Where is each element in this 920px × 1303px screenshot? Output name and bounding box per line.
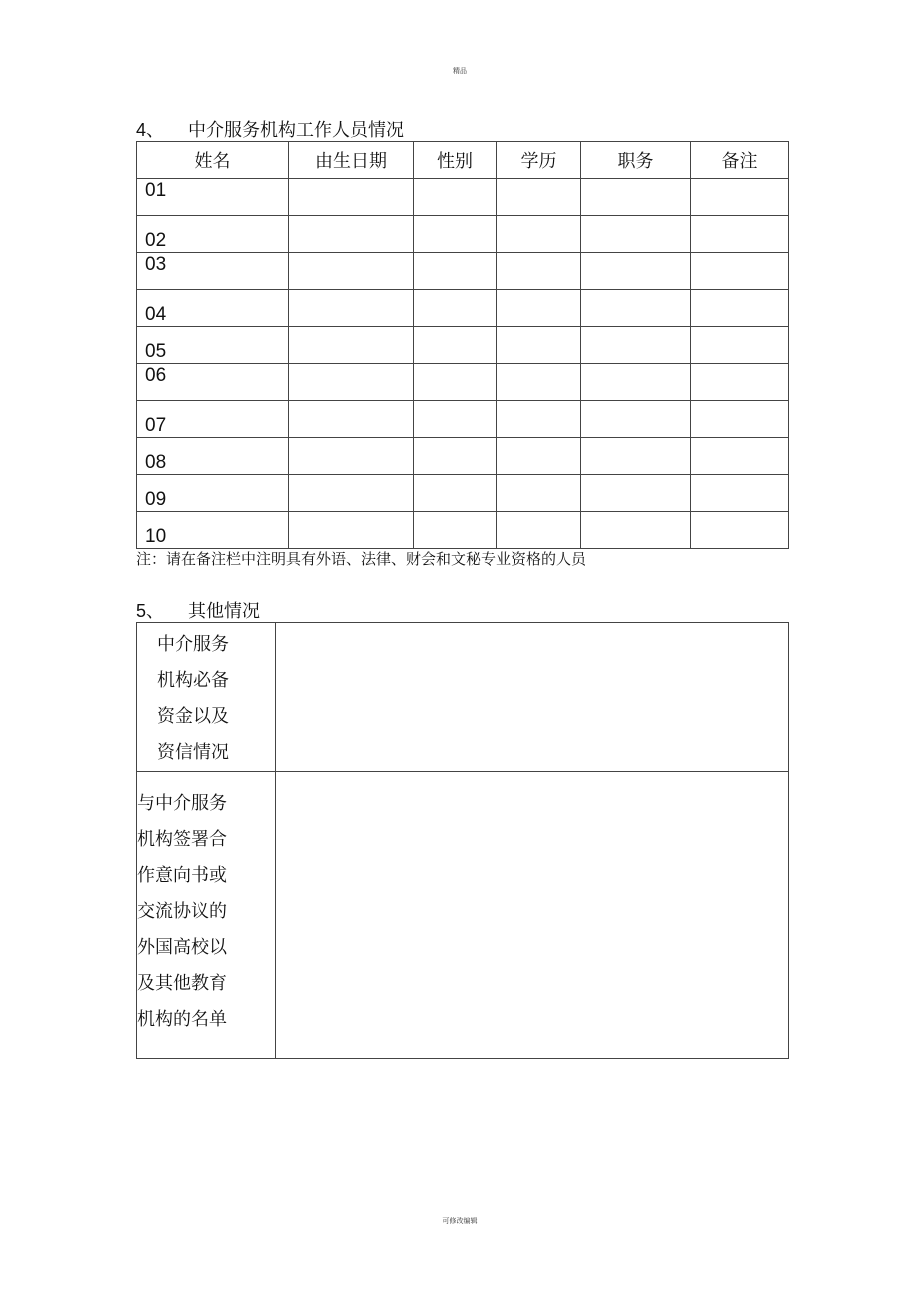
table-cell[interactable] — [691, 438, 789, 475]
table-cell[interactable] — [581, 253, 691, 290]
table-cell[interactable] — [497, 216, 581, 253]
table-cell[interactable] — [691, 253, 789, 290]
table-cell[interactable] — [581, 179, 691, 216]
label-line: 与中介服务 — [137, 793, 227, 814]
table-row — [137, 512, 789, 549]
table-cell[interactable] — [581, 216, 691, 253]
column-header-position: 职务 — [581, 142, 691, 179]
label-line: 机构签署合 — [137, 829, 227, 850]
label-line: 资金以及 — [157, 706, 229, 727]
section-4-number: 4、 — [136, 120, 165, 140]
staff-table — [136, 141, 789, 549]
table-cell[interactable] — [289, 401, 414, 438]
row-number: 03 — [137, 253, 289, 290]
table-cell[interactable] — [414, 475, 497, 512]
table-cell[interactable] — [289, 290, 414, 327]
section-4-heading — [136, 116, 404, 142]
table-cell[interactable] — [497, 253, 581, 290]
label-line: 中介服务 — [157, 634, 229, 655]
table-row — [137, 475, 789, 512]
funds-credit-field[interactable] — [276, 623, 789, 772]
table-row — [137, 327, 789, 364]
other-info-table — [136, 622, 789, 1059]
table-cell[interactable] — [414, 401, 497, 438]
row-number: 06 — [137, 364, 289, 401]
row-number: 01 — [137, 179, 289, 216]
table-cell[interactable] — [289, 327, 414, 364]
table-row — [137, 364, 789, 401]
funds-credit-label — [137, 623, 276, 772]
table-cell[interactable] — [414, 253, 497, 290]
label-line: 机构必备 — [157, 670, 229, 691]
table-cell[interactable] — [581, 364, 691, 401]
table-cell[interactable] — [497, 179, 581, 216]
partner-institutions-row — [137, 772, 789, 1059]
table-cell[interactable] — [497, 512, 581, 549]
table-cell[interactable] — [289, 216, 414, 253]
table-cell[interactable] — [414, 438, 497, 475]
partner-institutions-label — [137, 772, 276, 1059]
section-4-title: 中介服务机构工作人员情况 — [188, 120, 404, 141]
table-cell[interactable] — [289, 253, 414, 290]
table-row — [137, 401, 789, 438]
label-line: 交流协议的 — [137, 901, 227, 922]
table-cell[interactable] — [691, 512, 789, 549]
table-cell[interactable] — [581, 290, 691, 327]
table-cell[interactable] — [691, 179, 789, 216]
table-cell[interactable] — [497, 290, 581, 327]
table-cell[interactable] — [414, 290, 497, 327]
table-cell[interactable] — [414, 512, 497, 549]
table-cell[interactable] — [414, 327, 497, 364]
column-header-name: 姓名 — [137, 142, 289, 179]
table-cell[interactable] — [497, 438, 581, 475]
row-number: 07 — [137, 401, 289, 438]
table-cell[interactable] — [691, 290, 789, 327]
table-cell[interactable] — [497, 327, 581, 364]
page-header: 精品 — [453, 67, 467, 75]
table-cell[interactable] — [691, 327, 789, 364]
table-cell[interactable] — [691, 401, 789, 438]
label-line: 作意向书或 — [137, 865, 227, 886]
label-line: 机构的名单 — [137, 1009, 227, 1030]
section-5-number: 5、 — [136, 601, 165, 621]
table-row — [137, 216, 789, 253]
funds-credit-row — [137, 623, 789, 772]
table-cell[interactable] — [289, 475, 414, 512]
section-5-heading — [136, 597, 260, 623]
table-cell[interactable] — [691, 364, 789, 401]
table-row — [137, 179, 789, 216]
column-header-remarks: 备注 — [691, 142, 789, 179]
row-number: 04 — [137, 290, 289, 327]
table-cell[interactable] — [691, 216, 789, 253]
table-cell[interactable] — [497, 401, 581, 438]
column-header-gender: 性别 — [414, 142, 497, 179]
table-cell[interactable] — [289, 364, 414, 401]
row-number: 08 — [137, 438, 289, 475]
table-cell[interactable] — [581, 438, 691, 475]
table-cell[interactable] — [581, 401, 691, 438]
table-cell[interactable] — [581, 512, 691, 549]
table-cell[interactable] — [497, 364, 581, 401]
table-cell[interactable] — [414, 216, 497, 253]
column-header-birthdate: 由生日期 — [289, 142, 414, 179]
table-cell[interactable] — [581, 475, 691, 512]
row-number: 02 — [137, 216, 289, 253]
label-line: 外国高校以 — [137, 937, 227, 958]
table-cell[interactable] — [289, 179, 414, 216]
row-number: 09 — [137, 475, 289, 512]
page-footer: 可修改编辑 — [442, 1217, 478, 1225]
table-row — [137, 253, 789, 290]
table-note: 注：请在备注栏中注明具有外语、法律、财会和文秘专业资格的人员 — [136, 550, 587, 568]
partner-institutions-field[interactable] — [276, 772, 789, 1059]
table-cell[interactable] — [497, 475, 581, 512]
table-cell[interactable] — [581, 327, 691, 364]
table-cell[interactable] — [289, 512, 414, 549]
column-header-education: 学历 — [497, 142, 581, 179]
table-cell[interactable] — [691, 475, 789, 512]
label-line: 及其他教育 — [137, 973, 227, 994]
table-row — [137, 438, 789, 475]
table-cell[interactable] — [289, 438, 414, 475]
section-5-title: 其他情况 — [188, 601, 260, 622]
row-number: 10 — [137, 512, 289, 549]
table-row — [137, 290, 789, 327]
label-line: 资信情况 — [157, 742, 229, 763]
row-number: 05 — [137, 327, 289, 364]
table-cell[interactable] — [414, 364, 497, 401]
staff-table-header-row — [137, 142, 789, 179]
table-cell[interactable] — [414, 179, 497, 216]
